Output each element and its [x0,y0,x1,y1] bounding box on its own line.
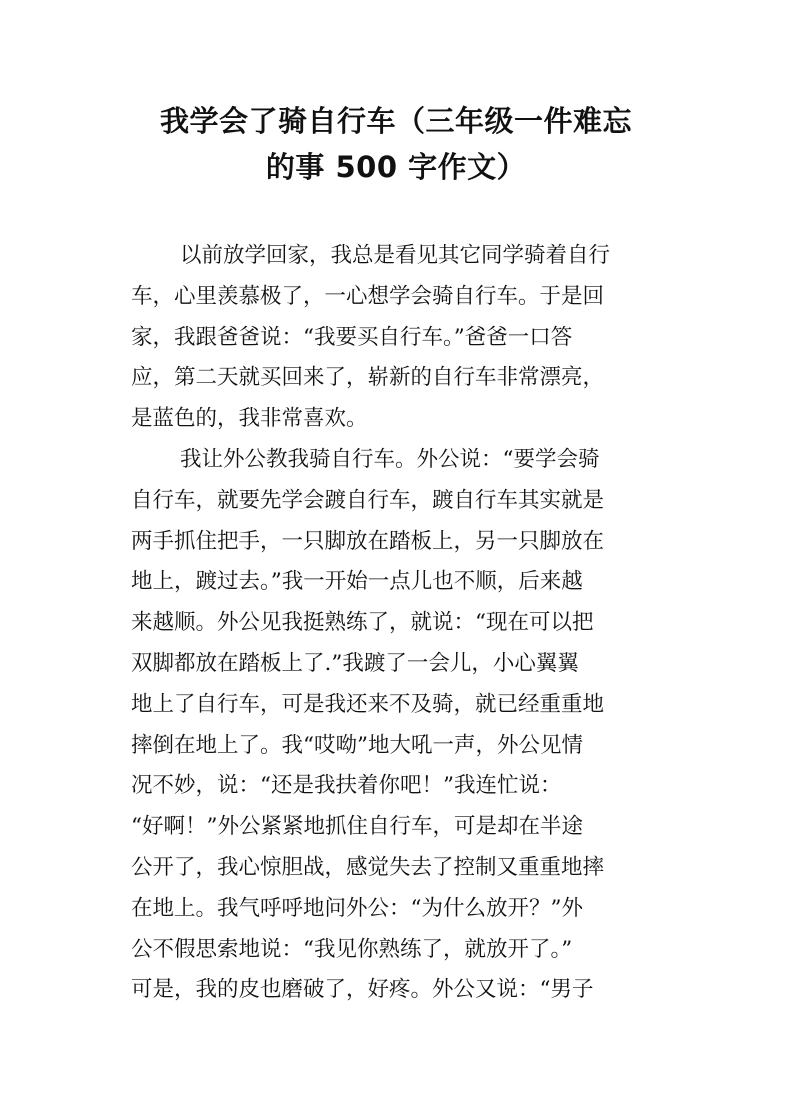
paragraph-line: 地上了自行车，可是我还来不及骑，就已经重重地 [131,691,605,717]
title-line-2: 的事 500 字作文） [265,150,527,184]
paragraph-1 [131,236,676,440]
paragraph-line: 来越顺。外公见我挺熟练了，就说：“现在可以把 [131,610,594,636]
paragraph-line: 应，第二天就买回来了，崭新的自行车非常漂亮， [131,365,605,391]
paragraph-line: 双脚都放在踏板上了.”我踱了一会儿，小心翼翼 [131,650,579,676]
paragraph-line: 车，心里羡慕极了，一心想学会骑自行车。于是回 [131,283,605,309]
paragraph-line: 是蓝色的，我非常喜欢。 [131,406,368,432]
paragraph-line: 公不假思索地说：“我见你熟练了，就放开了。” [131,936,573,962]
paragraph-line: “好啊！”外公紧紧地抓住自行车，可是却在半途 [131,814,583,840]
paragraph-line: 可是，我的皮也磨破了，好疼。外公又说：“男子 [131,977,594,1003]
paragraph-line: 我让外公教我骑自行车。外公说：“要学会骑 [180,446,600,472]
document-body [131,236,676,1011]
paragraph-line: 摔倒在地上了。我“哎呦”地大吼一声，外公见情 [131,732,583,758]
document-title [118,98,674,190]
title-line-1: 我学会了骑自行车（三年级一件难忘 [159,104,632,138]
paragraph-2 [131,440,676,1011]
paragraph-line: 况不妙，说：“还是我扶着你吧！”我连忙说： [131,773,562,799]
paragraph-line: 公开了，我心惊胆战，感觉失去了控制又重重地摔 [131,854,605,880]
paragraph-line: 地上，踱过去。”我一开始一点儿也不顺，后来越 [131,569,583,595]
paragraph-line: 在地上。我气呼呼地问外公：“为什么放开？”外 [131,895,583,921]
paragraph-line: 两手抓住把手，一只脚放在踏板上，另一只脚放在 [131,528,605,554]
paragraph-line: 自行车，就要先学会踱自行车，踱自行车其实就是 [131,487,605,513]
paragraph-line: 家，我跟爸爸说：“我要买自行车。”爸爸一口答 [131,324,573,350]
paragraph-line: 以前放学回家，我总是看见其它同学骑着自行 [180,243,611,268]
